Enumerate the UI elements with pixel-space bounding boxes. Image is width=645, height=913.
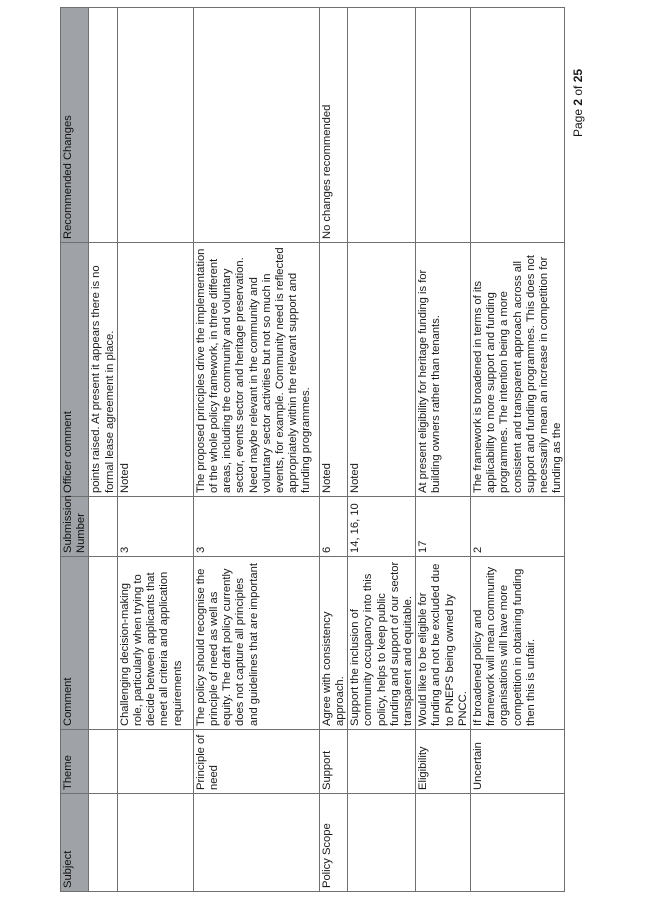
cell-comment: Challenging decision-making role, particularly when trying to decide between applicants that meet all criteria and application requirements [117,557,193,730]
cell-theme [117,730,193,794]
cell-theme: Eligibility [416,730,471,794]
cell-comment: If broadened policy and framework will mean community organisations will have more competition in obtaining funding then this is unfair. [471,557,565,730]
cell-theme: Principle of need [193,730,319,794]
cell-submission-number: 17 [416,497,471,557]
cell-submission-number: 14, 16, 10 [348,497,416,557]
cell-submission-number: 3 [117,497,193,557]
table-row [471,8,565,892]
cell-recommended-changes [193,8,319,243]
cell-officer-comment: Noted [117,243,193,497]
page-current: 2 [571,98,585,106]
cell-comment [89,557,117,730]
rotated-table-sheet [60,50,564,892]
header-subject: Subject [61,794,89,892]
page-prefix: Page [571,105,585,137]
cell-officer-comment: The proposed principles drive the implementation of the whole policy framework, in three different areas, including the community and voluntary sector, events sector and heritage preservation. Need maybe relevant in the community and voluntary sector activities but not so much in events, for example. Community need is reflected appropriately within the relevant support and funding programmes. [193,243,319,497]
table-row [416,8,471,892]
cell-comment: Would like to be eligible for funding and not be excluded due to PNEPS being owned by PNCC. [416,557,471,730]
cell-recommended-changes: No changes recommended [319,8,347,243]
cell-submission-number: 3 [193,497,319,557]
cell-recommended-changes [89,8,117,243]
cell-submission-number: 6 [319,497,347,557]
cell-recommended-changes [471,8,565,243]
cell-subject [89,794,117,892]
cell-subject [348,794,416,892]
header-submission-number: Submission Number [61,497,89,557]
header-comment: Comment [61,557,89,730]
cell-subject [117,794,193,892]
cell-subject [416,794,471,892]
header-officer-comment: Officer comment [61,243,89,497]
table-row [117,8,193,892]
header-recommended-changes: Recommended Changes [61,8,89,243]
cell-subject [193,794,319,892]
cell-officer-comment: The framework is broadened in terms of its applicability to more support and funding programmes. The intention being a more consistent and transparent approach across all support and funding programmes. This does not necessarily mean an increase in competition for funding as the [471,243,565,497]
cell-submission-number: 2 [471,497,565,557]
cell-officer-comment: Noted [348,243,416,497]
cell-theme [89,730,117,794]
cell-officer-comment: points raised. At present it appears there is no formal lease agreement in place. [89,243,117,497]
cell-officer-comment: At present eligibility for heritage funding is for building owners rather than tenants. [416,243,471,497]
table-row [193,8,319,892]
table-row [319,8,347,892]
cell-theme [348,730,416,794]
cell-subject [471,794,565,892]
cell-recommended-changes [416,8,471,243]
page-number [571,68,587,137]
cell-comment: Agree with consistency approach. [319,557,347,730]
cell-officer-comment: Noted [319,243,347,497]
table-row [89,8,117,892]
page-of: of [571,82,585,99]
table-row [348,8,416,892]
header-theme: Theme [61,730,89,794]
cell-submission-number [89,497,117,557]
cell-comment: The policy should recognise the principle of need as well as equity. The draft policy currently does not capture all principles and guidelines that are important [193,557,319,730]
table-header-row [61,8,89,892]
submissions-table [60,7,565,892]
cell-theme: Support [319,730,347,794]
cell-recommended-changes [348,8,416,243]
page-total: 25 [571,68,585,83]
cell-theme: Uncertain [471,730,565,794]
cell-comment: Support the inclusion of community occupancy into this policy, helps to keep public funding and support of our sector transparent and equitable. [348,557,416,730]
cell-subject: Policy Scope [319,794,347,892]
cell-recommended-changes [117,8,193,243]
